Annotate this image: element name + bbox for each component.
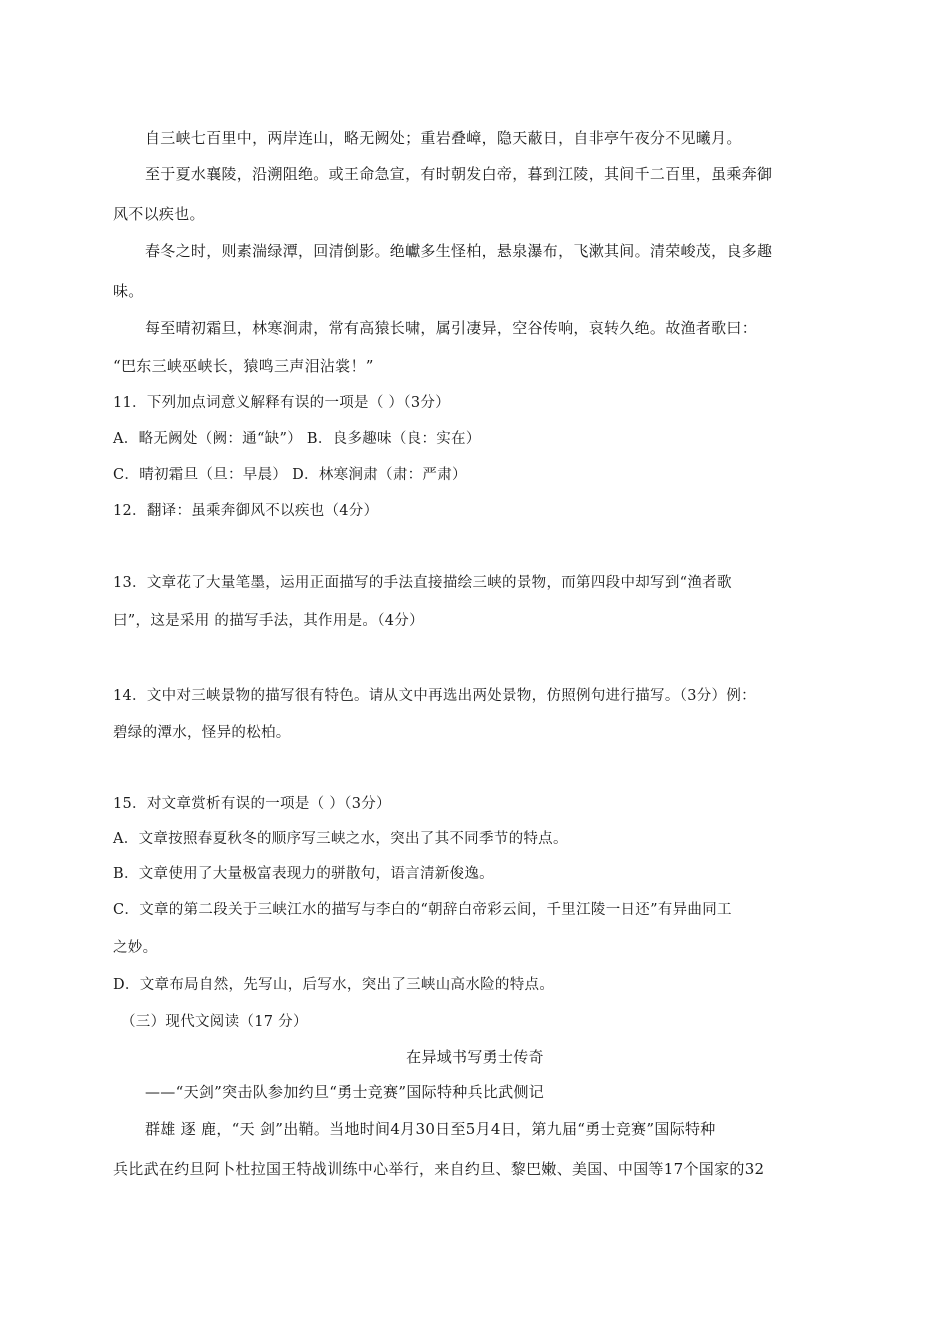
question-15-option-b: B．文章使用了大量极富表现力的骈散句，语言清新俊逸。 (113, 866, 494, 882)
question-11: 11．下列加点词意义解释有误的一项是（ ）（3分） (113, 395, 451, 411)
question-15-option-a: A．文章按照春夏秋冬的顺序写三峡之水，突出了其不同季节的特点。 (113, 831, 568, 847)
article-title: 在异域书写勇士传奇 (406, 1048, 544, 1066)
question-12: 12．翻译：虽乘奔御风不以疾也（4分） (113, 503, 379, 519)
question-11-options-cd: C．晴初霜旦（旦：早晨） D．林寒涧肃（肃：严肃） (113, 467, 467, 483)
question-15-option-c-line-2: 之妙。 (113, 940, 158, 956)
question-14-line-2: 碧绿的潭水，怪异的松柏。 (113, 725, 291, 741)
question-15-option-d: D．文章布局自然，先写山，后写水，突出了三峡山高水险的特点。 (113, 977, 555, 993)
question-13-line-2: 曰”，这是采用 的描写手法，其作用是。（4分） (113, 613, 424, 629)
passage-paragraph-4-line-1: 每至晴初霜旦，林寒涧肃，常有高猿长啸，属引凄异，空谷传响，哀转久绝。故渔者歌曰： (145, 319, 758, 337)
article-subtitle: ——“天剑”突击队参加约旦“勇士竞赛”国际特种兵比武侧记 (145, 1083, 545, 1101)
section-heading: （三）现代文阅读（17 分） (121, 1014, 308, 1030)
article-body-line-2: 兵比武在约旦阿卜杜拉国王特战训练中心举行，来自约旦、黎巴嫩、美国、中国等17个国家的32 (113, 1160, 765, 1178)
question-15-option-c-line-1: C．文章的第二段关于三峡江水的描写与李白的“朝辞白帝彩云间，千里江陵一日还”有异曲同工 (113, 902, 732, 918)
passage-paragraph-2-line-2: 风不以疾也。 (113, 205, 205, 223)
question-15: 15．对文章赏析有误的一项是（ ）（3分） (113, 796, 391, 812)
question-13-line-1: 13．文章花了大量笔墨，运用正面描写的手法直接描绘三峡的景物，而第四段中却写到“渔者歌 (113, 575, 732, 591)
question-14-line-1: 14．文中对三峡景物的描写很有特色。请从文中再选出两处景物，仿照例句进行描写。（3分）例： (113, 688, 756, 704)
question-11-options-ab: A．略无阙处（阙：通“缺”） B．良多趣味（良：实在） (113, 431, 481, 447)
passage-paragraph-4-line-2: “巴东三峡巫峡长，猿鸣三声泪沾裳！” (113, 357, 374, 375)
passage-paragraph-2-line-1: 至于夏水襄陵，沿溯阻绝。或王命急宣，有时朝发白帝，暮到江陵，其间千二百里，虽乘奔御 (145, 165, 773, 183)
passage-paragraph-1: 自三峡七百里中，两岸连山，略无阙处；重岩叠嶂，隐天蔽日，自非亭午夜分不见曦月。 (145, 129, 742, 147)
passage-paragraph-3-line-1: 春冬之时，则素湍绿潭，回清倒影。绝巘多生怪柏，悬泉瀑布，飞漱其间。清荣峻茂，良多趣 (145, 242, 773, 260)
passage-paragraph-3-line-2: 味。 (113, 282, 144, 300)
article-body-line-1: 群雄 逐 鹿，“天 剑”出鞘。当地时间4月30日至5月4日，第九届“勇士竞赛”国际特种 (145, 1120, 716, 1138)
